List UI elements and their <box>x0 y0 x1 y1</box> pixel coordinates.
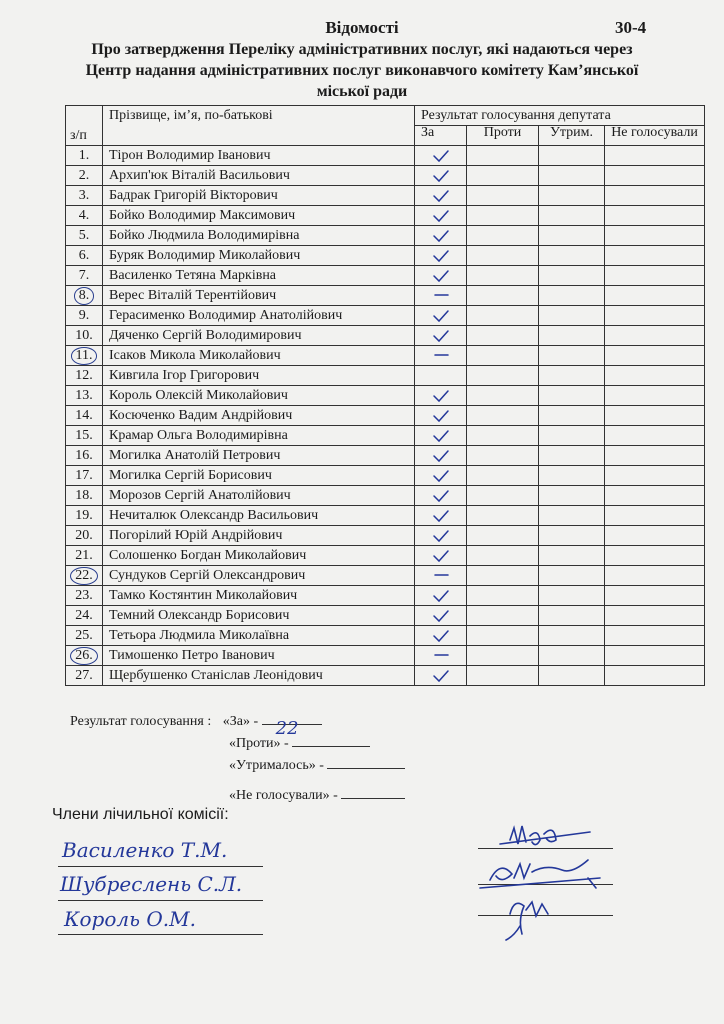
table-row <box>66 506 705 526</box>
vote-not-voted-cell <box>605 486 705 506</box>
vote-not-voted-cell <box>605 666 705 686</box>
row-number <box>66 426 103 446</box>
vote-for-cell <box>415 466 467 486</box>
checkmark-icon <box>432 429 450 443</box>
vote-abstain-cell <box>539 526 605 546</box>
results-against-label: «Проти» - <box>229 736 289 751</box>
deputy-name: Крамар Ольга Володимирівна <box>103 426 415 446</box>
deputy-name: Тимошенко Петро Іванович <box>103 646 415 666</box>
vote-not-voted-cell <box>605 526 705 546</box>
vote-against-cell <box>467 226 539 246</box>
deputy-name: Буряк Володимир Миколайович <box>103 246 415 266</box>
table-row <box>66 326 705 346</box>
deputy-name: Дяченко Сергій Володимирович <box>103 326 415 346</box>
vote-not-voted-cell <box>605 426 705 446</box>
table-row <box>66 546 705 566</box>
vote-for-cell <box>415 386 467 406</box>
row-number-text: 21. <box>75 548 93 563</box>
deputy-name: Темний Олександр Борисович <box>103 606 415 626</box>
row-number-text: 18. <box>75 488 93 503</box>
checkmark-icon <box>432 389 450 403</box>
checkmark-icon <box>432 629 450 643</box>
checkmark-icon <box>432 449 450 463</box>
vote-abstain-cell <box>539 466 605 486</box>
deputy-name: Бойко Володимир Максимович <box>103 206 415 226</box>
vote-for-cell <box>415 486 467 506</box>
vote-against-cell <box>467 146 539 166</box>
row-number <box>66 466 103 486</box>
table-row <box>66 526 705 546</box>
member-1-line <box>58 866 263 867</box>
table-row <box>66 246 705 266</box>
row-number-text: 24. <box>75 608 93 623</box>
vote-for-cell <box>415 526 467 546</box>
row-number-text: 4. <box>78 208 90 223</box>
vote-against-cell <box>467 466 539 486</box>
vote-for-cell <box>415 306 467 326</box>
row-number <box>66 286 103 306</box>
row-number <box>66 506 103 526</box>
deputy-name: Могилка Сергій Борисович <box>103 466 415 486</box>
vote-not-voted-cell <box>605 166 705 186</box>
table-row <box>66 186 705 206</box>
results-for-blank <box>262 718 322 739</box>
vote-not-voted-cell <box>605 306 705 326</box>
column-header-vote-group: Результат голосування депутата <box>415 106 705 126</box>
subtitle-line-3: міської ради <box>316 83 408 100</box>
commission-label: Члени лічильної комісії: <box>52 806 229 823</box>
vote-abstain-cell <box>539 306 605 326</box>
column-header-name: Прізвище, ім’я, по-батькові <box>103 106 415 146</box>
row-number <box>66 446 103 466</box>
checkmark-icon <box>432 589 450 603</box>
vote-against-cell <box>467 266 539 286</box>
vote-for-cell <box>415 166 467 186</box>
row-number-text: 23. <box>75 588 93 603</box>
row-number-text: 7. <box>78 268 90 283</box>
results-block <box>70 714 322 739</box>
vote-against-cell <box>467 386 539 406</box>
vote-for-cell <box>415 206 467 226</box>
row-number <box>66 326 103 346</box>
vote-for-cell <box>415 426 467 446</box>
row-number-circled: 11. <box>71 347 98 365</box>
row-number-text: 15. <box>75 428 93 443</box>
row-number-circled: 8. <box>74 287 95 305</box>
dash-icon <box>432 569 450 583</box>
row-number-text: 10. <box>75 328 93 343</box>
vote-against-cell <box>467 666 539 686</box>
row-number <box>66 306 103 326</box>
commission-member-1: Василенко Т.М. <box>62 838 228 862</box>
deputy-name: Бойко Людмила Володимирівна <box>103 226 415 246</box>
checkmark-icon <box>432 549 450 563</box>
vote-for-cell <box>415 326 467 346</box>
vote-for-cell <box>415 446 467 466</box>
deputy-name: Щербушенко Станіслав Леонідович <box>103 666 415 686</box>
table-row <box>66 286 705 306</box>
deputy-name: Тетьора Людмила Миколаївна <box>103 626 415 646</box>
document-title: Відомості <box>325 18 399 37</box>
vote-abstain-cell <box>539 506 605 526</box>
deputy-name: Верес Віталій Терентійович <box>103 286 415 306</box>
row-number <box>66 266 103 286</box>
table-row <box>66 606 705 626</box>
table-row <box>66 266 705 286</box>
vote-against-cell <box>467 446 539 466</box>
vote-for-cell <box>415 646 467 666</box>
vote-not-voted-cell <box>605 146 705 166</box>
deputy-name: Герасименко Володимир Анатолійович <box>103 306 415 326</box>
row-number <box>66 226 103 246</box>
vote-abstain-cell <box>539 606 605 626</box>
vote-against-cell <box>467 366 539 386</box>
row-number-text: 1. <box>78 148 90 163</box>
checkmark-icon <box>432 269 450 283</box>
row-number-text: 27. <box>75 668 93 683</box>
vote-abstain-cell <box>539 246 605 266</box>
deputy-name: Солошенко Богдан Миколайович <box>103 546 415 566</box>
vote-for-cell <box>415 626 467 646</box>
column-header-for: За <box>415 126 467 146</box>
vote-abstain-cell <box>539 226 605 246</box>
vote-abstain-cell <box>539 166 605 186</box>
row-number <box>66 146 103 166</box>
vote-abstain-cell <box>539 186 605 206</box>
row-number-text: 17. <box>75 468 93 483</box>
vote-for-cell <box>415 366 467 386</box>
voting-table <box>65 105 705 686</box>
table-row <box>66 566 705 586</box>
column-header-not-voted: Не голосували <box>605 126 705 146</box>
vote-abstain-cell <box>539 266 605 286</box>
table-row <box>66 306 705 326</box>
deputy-name: Тірон Володимир Іванович <box>103 146 415 166</box>
vote-for-cell <box>415 546 467 566</box>
vote-for-cell <box>415 666 467 686</box>
handwritten-signatures <box>470 818 620 948</box>
row-number <box>66 606 103 626</box>
vote-not-voted-cell <box>605 506 705 526</box>
row-number <box>66 526 103 546</box>
table-row <box>66 666 705 686</box>
results-for-value: 22 <box>275 718 299 739</box>
results-not-voted-row <box>229 788 405 804</box>
vote-for-cell <box>415 186 467 206</box>
results-label: Результат голосування : <box>70 714 212 729</box>
vote-against-cell <box>467 186 539 206</box>
vote-not-voted-cell <box>605 606 705 626</box>
row-number <box>66 486 103 506</box>
vote-for-cell <box>415 586 467 606</box>
row-number <box>66 186 103 206</box>
vote-for-cell <box>415 346 467 366</box>
deputy-name: Василенко Тетяна Марківна <box>103 266 415 286</box>
vote-against-cell <box>467 246 539 266</box>
table-row <box>66 346 705 366</box>
row-number <box>66 406 103 426</box>
vote-abstain-cell <box>539 206 605 226</box>
vote-against-cell <box>467 426 539 446</box>
deputy-name: Кивгила Ігор Григорович <box>103 366 415 386</box>
vote-abstain-cell <box>539 666 605 686</box>
commission-member-3: Король О.М. <box>64 907 196 931</box>
vote-abstain-cell <box>539 626 605 646</box>
vote-not-voted-cell <box>605 466 705 486</box>
vote-abstain-cell <box>539 346 605 366</box>
vote-not-voted-cell <box>605 386 705 406</box>
table-row <box>66 166 705 186</box>
vote-against-cell <box>467 506 539 526</box>
results-abstain-row <box>229 758 405 774</box>
checkmark-icon <box>432 209 450 223</box>
table-row <box>66 406 705 426</box>
vote-against-cell <box>467 326 539 346</box>
vote-abstain-cell <box>539 286 605 306</box>
table-row <box>66 446 705 466</box>
row-number <box>66 206 103 226</box>
vote-for-cell <box>415 566 467 586</box>
vote-against-cell <box>467 306 539 326</box>
row-number-text: 14. <box>75 408 93 423</box>
vote-not-voted-cell <box>605 366 705 386</box>
row-number <box>66 346 103 366</box>
results-against-row <box>229 736 370 752</box>
row-number-text: 2. <box>78 168 90 183</box>
vote-not-voted-cell <box>605 646 705 666</box>
deputy-name: Морозов Сергій Анатолійович <box>103 486 415 506</box>
commission-member-2: Шубреслень С.Л. <box>60 872 243 896</box>
results-not-voted-label: «Не голосували» - <box>229 788 338 803</box>
row-number-text: 25. <box>75 628 93 643</box>
vote-for-cell <box>415 286 467 306</box>
row-number <box>66 646 103 666</box>
row-number-circled: 26. <box>70 647 98 665</box>
checkmark-icon <box>432 469 450 483</box>
vote-abstain-cell <box>539 146 605 166</box>
vote-abstain-cell <box>539 426 605 446</box>
checkmark-icon <box>432 229 450 243</box>
checkmark-icon <box>432 529 450 543</box>
vote-abstain-cell <box>539 406 605 426</box>
vote-for-cell <box>415 246 467 266</box>
vote-for-cell <box>415 506 467 526</box>
vote-against-cell <box>467 346 539 366</box>
dash-icon <box>432 649 450 663</box>
vote-against-cell <box>467 546 539 566</box>
document-number: 30-4 <box>615 18 647 37</box>
row-number <box>66 366 103 386</box>
vote-against-cell <box>467 586 539 606</box>
vote-abstain-cell <box>539 446 605 466</box>
row-number-text: 20. <box>75 528 93 543</box>
deputy-name: Сундуков Сергій Олександрович <box>103 566 415 586</box>
deputy-name: Косюченко Вадим Андрійович <box>103 406 415 426</box>
vote-not-voted-cell <box>605 246 705 266</box>
vote-not-voted-cell <box>605 586 705 606</box>
vote-abstain-cell <box>539 566 605 586</box>
subtitle-line-1: Про затвердження Переліку адміністративних послуг, які надаються через <box>91 41 633 58</box>
vote-for-cell <box>415 406 467 426</box>
row-number <box>66 566 103 586</box>
row-number-text: 9. <box>78 308 90 323</box>
table-row <box>66 226 705 246</box>
vote-against-cell <box>467 646 539 666</box>
deputy-name: Тамко Костянтин Миколайович <box>103 586 415 606</box>
deputy-name: Бадрак Григорій Вікторович <box>103 186 415 206</box>
vote-not-voted-cell <box>605 346 705 366</box>
vote-abstain-cell <box>539 546 605 566</box>
table-row <box>66 466 705 486</box>
deputy-name: Могилка Анатолій Петрович <box>103 446 415 466</box>
vote-not-voted-cell <box>605 186 705 206</box>
table-row <box>66 586 705 606</box>
vote-abstain-cell <box>539 366 605 386</box>
table-row <box>66 206 705 226</box>
table-row <box>66 366 705 386</box>
vote-against-cell <box>467 526 539 546</box>
dash-icon <box>432 289 450 303</box>
checkmark-icon <box>432 309 450 323</box>
vote-not-voted-cell <box>605 546 705 566</box>
vote-not-voted-cell <box>605 626 705 646</box>
deputy-name: Погорілий Юрій Андрійович <box>103 526 415 546</box>
vote-not-voted-cell <box>605 286 705 306</box>
table-row <box>66 386 705 406</box>
vote-for-cell <box>415 146 467 166</box>
vote-against-cell <box>467 606 539 626</box>
subtitle-line-2: Центр надання адміністративних послуг виконавчого комітету Кам’янської <box>85 62 639 79</box>
results-not-voted-blank <box>341 798 405 799</box>
vote-abstain-cell <box>539 646 605 666</box>
results-against-blank <box>292 746 370 747</box>
vote-not-voted-cell <box>605 446 705 466</box>
row-number <box>66 246 103 266</box>
deputy-name: Ісаков Микола Миколайович <box>103 346 415 366</box>
checkmark-icon <box>432 249 450 263</box>
row-number-text: 12. <box>75 368 93 383</box>
vote-for-cell <box>415 606 467 626</box>
checkmark-icon <box>432 669 450 683</box>
column-header-abstain: Утрим. <box>539 126 605 146</box>
vote-not-voted-cell <box>605 266 705 286</box>
checkmark-icon <box>432 609 450 623</box>
row-number <box>66 586 103 606</box>
table-row <box>66 626 705 646</box>
vote-abstain-cell <box>539 586 605 606</box>
table-header-row <box>66 106 705 126</box>
vote-abstain-cell <box>539 326 605 346</box>
table-row <box>66 146 705 166</box>
member-3-line <box>58 934 263 935</box>
results-abstain-blank <box>327 768 405 769</box>
row-number-text: 13. <box>75 388 93 403</box>
deputy-name: Король Олексій Миколайович <box>103 386 415 406</box>
results-abstain-label: «Утрималось» - <box>229 758 324 773</box>
row-number-text: 6. <box>78 248 90 263</box>
vote-not-voted-cell <box>605 226 705 246</box>
vote-abstain-cell <box>539 386 605 406</box>
vote-not-voted-cell <box>605 206 705 226</box>
vote-not-voted-cell <box>605 326 705 346</box>
checkmark-icon <box>432 189 450 203</box>
checkmark-icon <box>432 489 450 503</box>
vote-against-cell <box>467 626 539 646</box>
vote-abstain-cell <box>539 486 605 506</box>
vote-against-cell <box>467 566 539 586</box>
row-number <box>66 666 103 686</box>
member-2-line <box>58 900 263 901</box>
row-number <box>66 546 103 566</box>
row-number-text: 5. <box>78 228 90 243</box>
deputy-name: Архип'юк Віталій Васильович <box>103 166 415 186</box>
column-header-against: Проти <box>467 126 539 146</box>
vote-against-cell <box>467 206 539 226</box>
table-row <box>66 486 705 506</box>
table-row <box>66 646 705 666</box>
vote-against-cell <box>467 406 539 426</box>
row-number-circled: 22. <box>70 567 98 585</box>
checkmark-icon <box>432 329 450 343</box>
column-header-num: з/п <box>66 106 103 146</box>
results-for-label: «За» - <box>222 714 259 729</box>
vote-against-cell <box>467 166 539 186</box>
row-number <box>66 386 103 406</box>
table-row <box>66 426 705 446</box>
vote-against-cell <box>467 486 539 506</box>
checkmark-icon <box>432 509 450 523</box>
deputy-name: Нечиталюк Олександр Васильович <box>103 506 415 526</box>
vote-for-cell <box>415 266 467 286</box>
checkmark-icon <box>432 169 450 183</box>
dash-icon <box>432 349 450 363</box>
row-number-text: 19. <box>75 508 93 523</box>
row-number-text: 3. <box>78 188 90 203</box>
row-number <box>66 626 103 646</box>
row-number <box>66 166 103 186</box>
row-number-text: 16. <box>75 448 93 463</box>
vote-for-cell <box>415 226 467 246</box>
vote-not-voted-cell <box>605 566 705 586</box>
vote-against-cell <box>467 286 539 306</box>
vote-not-voted-cell <box>605 406 705 426</box>
checkmark-icon <box>432 149 450 163</box>
checkmark-icon <box>432 409 450 423</box>
